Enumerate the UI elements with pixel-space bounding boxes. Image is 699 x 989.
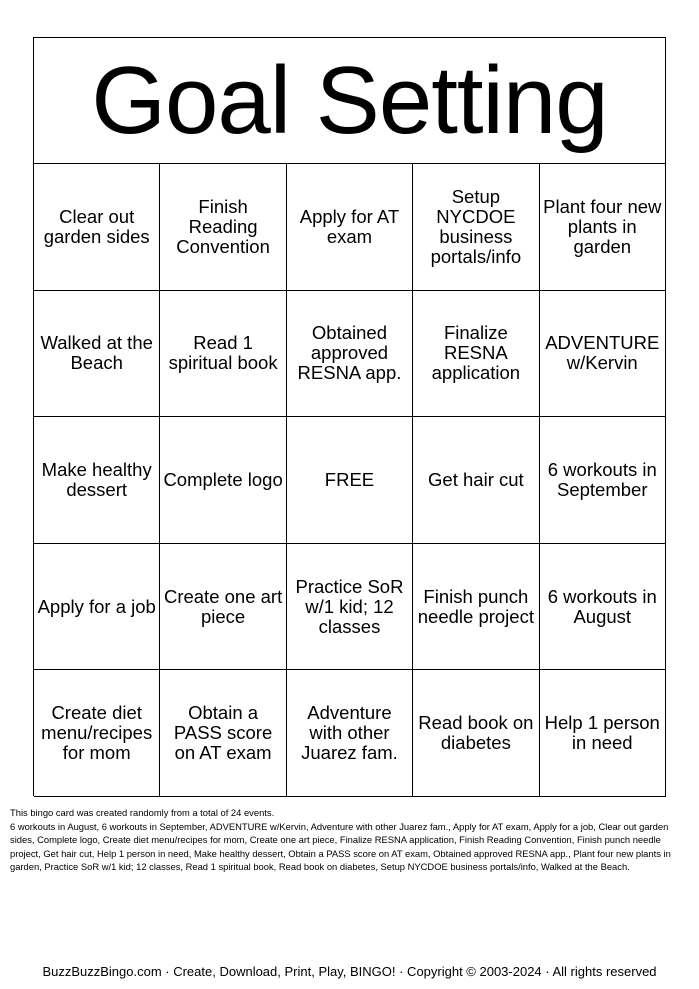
cell-label: Create diet menu/recipes for mom	[41, 702, 153, 764]
cell-label: Apply for AT exam	[299, 205, 400, 247]
bingo-cell	[287, 164, 413, 291]
cell-label: Finish Reading Convention	[176, 195, 270, 257]
bingo-cell	[34, 670, 160, 797]
cell-label: Adventure with other Juarez fam.	[301, 702, 398, 764]
bingo-cell	[160, 417, 286, 544]
bingo-cell	[287, 544, 413, 671]
event-list: 6 workouts in August, 6 workouts in September, ADVENTURE w/Kervin, Adventure with other Juarez fam., Apply for AT exam, Apply for a job, Clear out garden sides, Complete logo, Create diet menu/recipes for mom, Create one art piece, Finalize RESNA application, Finish Reading Convention, Finish punch needle project, Get hair cut, Help 1 person in need, Make healthy dessert, Obtain a PASS score on AT exam, Obtained approved RESNA app., Plant four new plants in garden, Practice SoR w/1 kid; 12 classes, Read 1 spiritual book, Read book on diabetes, Setup NYCDOE business portals/info, Walked at the Beach.	[10, 820, 671, 872]
bingo-cell	[34, 164, 160, 291]
cell-label: Finalize RESNA application	[431, 322, 521, 384]
bingo-cell	[160, 291, 286, 418]
cell-label: Complete logo	[163, 468, 283, 490]
cell-label: Obtain a PASS score on AT exam	[173, 702, 273, 764]
bingo-cell	[34, 291, 160, 418]
cell-label: Apply for a job	[37, 595, 156, 617]
cell-label: Practice SoR w/1 kid; 12 classes	[295, 575, 404, 637]
cell-label: Finish punch needle project	[417, 585, 534, 627]
bingo-cell	[160, 164, 286, 291]
cell-label: Help 1 person in need	[544, 712, 660, 754]
bingo-cell	[413, 291, 539, 418]
cell-label: Obtained approved RESNA app.	[297, 322, 402, 384]
cell-label: Clear out garden sides	[43, 205, 150, 247]
cell-label: Plant four new plants in garden	[543, 195, 662, 257]
bingo-card	[33, 37, 666, 796]
bingo-cell	[540, 417, 666, 544]
cell-label: Make healthy dessert	[41, 458, 152, 500]
copyright-footer: BuzzBuzzBingo.com · Create, Download, Print, Play, BINGO! · Copyright © 2003-2024 · All rights reserved	[42, 964, 657, 979]
cell-label: Walked at the Beach	[40, 332, 153, 374]
cell-label: Get hair cut	[428, 468, 524, 490]
cell-label: Read 1 spiritual book	[168, 332, 278, 374]
bingo-cell	[287, 670, 413, 797]
bingo-cell	[34, 417, 160, 544]
cell-label: 6 workouts in September	[547, 458, 657, 500]
bingo-cell	[540, 164, 666, 291]
cell-label: Read book on diabetes	[418, 712, 534, 754]
bingo-cell	[540, 544, 666, 671]
cell-label: Create one art piece	[163, 585, 283, 627]
bingo-cell	[413, 670, 539, 797]
bingo-cell	[287, 291, 413, 418]
card-generation-note	[10, 806, 690, 874]
bingo-cell	[540, 291, 666, 418]
bingo-cell	[540, 670, 666, 797]
bingo-grid	[34, 164, 666, 797]
bingo-cell	[160, 544, 286, 671]
card-title: Goal Setting	[91, 46, 608, 154]
free-cell	[287, 417, 413, 544]
event-count-summary: This bingo card was created randomly from a total of 24 events.	[10, 807, 275, 818]
cell-label: ADVENTURE w/Kervin	[545, 332, 660, 374]
bingo-cell	[160, 670, 286, 797]
cell-label: Setup NYCDOE business portals/info	[430, 185, 522, 267]
cell-label: 6 workouts in August	[547, 585, 657, 627]
bingo-cell	[413, 417, 539, 544]
bingo-cell	[413, 544, 539, 671]
card-title-cell	[34, 38, 666, 164]
bingo-cell	[413, 164, 539, 291]
bingo-cell	[34, 544, 160, 671]
cell-label: FREE	[324, 468, 375, 490]
